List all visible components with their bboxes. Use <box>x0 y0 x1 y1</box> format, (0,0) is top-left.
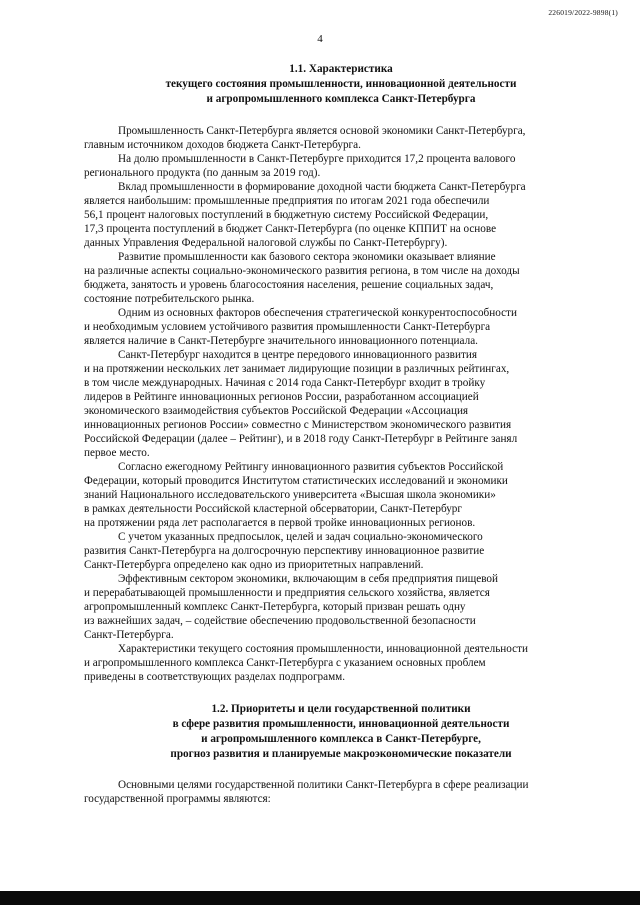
body-paragraph: На долю промышленности в Санкт-Петербурге приходится 17,2 процента валового регионального продукта (по данным за 2019 год). <box>84 153 516 179</box>
section-heading-line: текущего состояния промышленности, инновационной деятельности <box>165 78 517 90</box>
section-heading-line: 1.2. Приоритеты и цели государственной политики <box>211 703 471 715</box>
page-content <box>84 62 598 806</box>
section-1-1-heading <box>84 62 598 107</box>
page-number: 4 <box>317 33 323 45</box>
section-heading-line: и агропромышленного комплекса Санкт-Петербурга <box>206 93 476 105</box>
body-paragraph: Согласно ежегодному Рейтингу инновационного развития субъектов Российской Федерации, который проводится Институтом статистических исследований и экономики знаний Национального исследовательского университета «Высшая школа экономики» в рамках деятельности Российской кластерной обсерватории, Санкт-Петербург на протяжении ряда лет располагается в первой тройке инновационных регионов. <box>84 461 508 529</box>
body-paragraph: Развитие промышленности как базового сектора экономики оказывает влияние на различные аспекты социально-экономического развития региона, в том числе на доходы бюджета, занятость и уровень благосостояния населения, решение социальных задач, состояние потребительского рынка. <box>84 251 520 305</box>
body-paragraph: Одним из основных факторов обеспечения стратегической конкурентоспособности и необходимым условием устойчивого развития промышленности Санкт-Петербурга является наличие в Санкт-Петербурге значительного инновационного потенциала. <box>84 307 517 347</box>
body-paragraph: Основными целями государственной политики Санкт-Петербурга в сфере реализации государственной программы являются: <box>84 779 529 805</box>
section-heading-line: и агропромышленного комплекса в Санкт-Петербурге, <box>201 733 481 745</box>
document-registration-number: 226019/2022-9898(1) <box>548 8 618 17</box>
section-heading-line: в сфере развития промышленности, инновационной деятельности <box>172 718 510 730</box>
scan-bottom-edge <box>0 891 640 905</box>
body-paragraph: Характеристики текущего состояния промышленности, инновационной деятельности и агропромышленного комплекса Санкт-Петербурга с указанием основных проблем приведены в соответствующих разделах подпрограмм. <box>84 643 529 683</box>
section-1-2-heading <box>84 702 598 762</box>
section-heading-line: прогноз развития и планируемые макроэкономические показатели <box>170 748 512 760</box>
body-paragraph: Вклад промышленности в формирование доходной части бюджета Санкт-Петербурга является наибольшим: промышленные предприятия по итогам 2021 года обеспечили 56,1 процент налоговых поступлений в бюджетную систему Российской Федерации, 17,3 процента поступлений в бюджет Санкт-Петербурга (по оценке КППИТ на основе данных Управления Федеральной налоговой службы по Санкт-Петербургу). <box>84 181 526 249</box>
body-paragraph: Эффективным сектором экономики, включающим в себя предприятия пищевой и перерабатывающей промышленности и предприятия сельского хозяйства, является агропромышленный комплекс Санкт-Петербурга, который призван решать одну из важнейших задач, – содействие обеспечению продовольственной безопасности Санкт-Петербурга. <box>84 573 498 641</box>
body-paragraph: Промышленность Санкт-Петербурга является основой экономики Санкт-Петербурга, главным источником доходов бюджета Санкт-Петербурга. <box>84 125 526 151</box>
body-paragraph: С учетом указанных предпосылок, целей и задач социально-экономического развития Санкт-Петербурга на долгосрочную перспективу инновационное развитие Санкт-Петербурга определено как одно из приоритетных направлений. <box>84 531 485 571</box>
body-paragraph: Санкт-Петербург находится в центре передового инновационного развития и на протяжении нескольких лет занимает лидирующие позиции в различных рейтингах, в том числе международных. Начиная с 2014 года Санкт-Петербург входит в тройку лидеров в Рейтинге инновационных регионов России, разработанном ассоциацией экономического взаимодействия субъектов Российской Федерации «Ассоциация инновационных регионов России» совместно с Министерством экономического развития Российской Федерации (далее – Рейтинг), и в 2018 году Санкт-Петербург в Рейтинге занял первое место. <box>84 349 518 459</box>
section-heading-line: 1.1. Характеристика <box>289 63 393 75</box>
